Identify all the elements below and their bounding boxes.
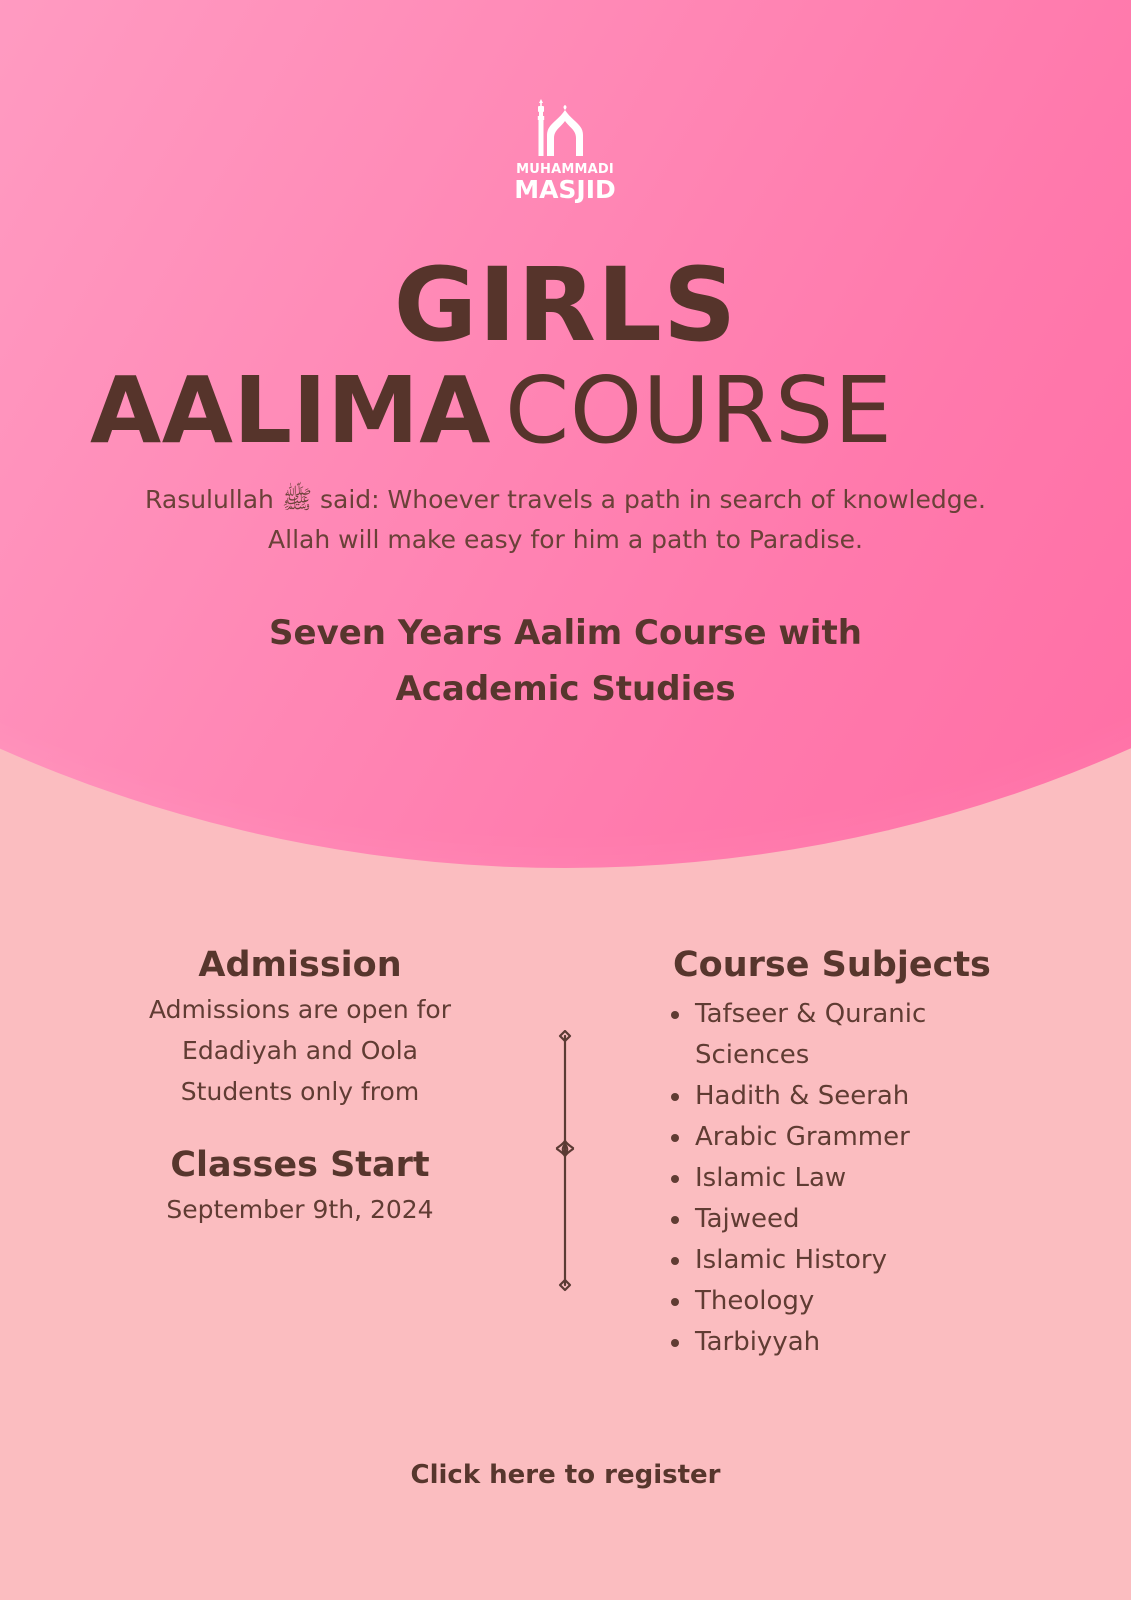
classes-section (120, 1145, 480, 1230)
title-aalima: AALIMA (90, 357, 492, 464)
title-course: COURSE (505, 357, 893, 464)
quote-line-2: Allah will make easy for him a path to Paradise. (268, 525, 863, 554)
subject-list (655, 994, 1035, 1363)
classes-date: September 9th, 2024 (166, 1195, 434, 1224)
course-subjects-section (655, 945, 1035, 1363)
admission-text (120, 989, 480, 1112)
quote-line-1: Rasulullah ﷺ said: Whoever travels a path in search of knowledge. (145, 485, 986, 514)
subjects-heading: Course Subjects (673, 945, 991, 985)
subject-item-hadith: Hadith & Seerah (655, 1076, 1035, 1117)
hadith-quote (0, 480, 1131, 560)
subject-item-theology: Theology (655, 1281, 1035, 1322)
admission-section (120, 945, 480, 1230)
logo (500, 96, 630, 216)
title-aalima-course (90, 357, 1041, 464)
subject-item-tarbiyyah: Tarbiyyah (655, 1322, 1035, 1363)
admission-line-1: Admissions are open for (148, 995, 452, 1024)
subtitle-line-2: Academic Studies (395, 669, 736, 709)
admission-line-3: Students only from (180, 1077, 420, 1106)
title-girls: GIRLS (393, 246, 738, 365)
masjid-logo-icon (525, 96, 605, 166)
admission-heading: Admission (198, 945, 402, 985)
register-link[interactable]: Click here to register (410, 1460, 721, 1490)
ornamental-divider (553, 1030, 577, 1292)
subject-item-arabic-grammer: Arabic Grammer (655, 1117, 1035, 1158)
logo-subtitle: MUHAMMADI (516, 162, 614, 177)
course-subtitle (0, 605, 1131, 717)
subject-item-tafseer: Tafseer & Quranic Sciences (655, 994, 1035, 1076)
logo-title: MASJID (514, 175, 616, 204)
subtitle-line-1: Seven Years Aalim Course with (269, 613, 862, 653)
admission-line-2: Edadiyah and Oola (182, 1036, 418, 1065)
subject-item-islamic-history: Islamic History (655, 1240, 1035, 1281)
classes-heading: Classes Start (170, 1145, 430, 1185)
subject-item-islamic-law: Islamic Law (655, 1158, 1035, 1199)
subject-item-tajweed: Tajweed (655, 1199, 1035, 1240)
